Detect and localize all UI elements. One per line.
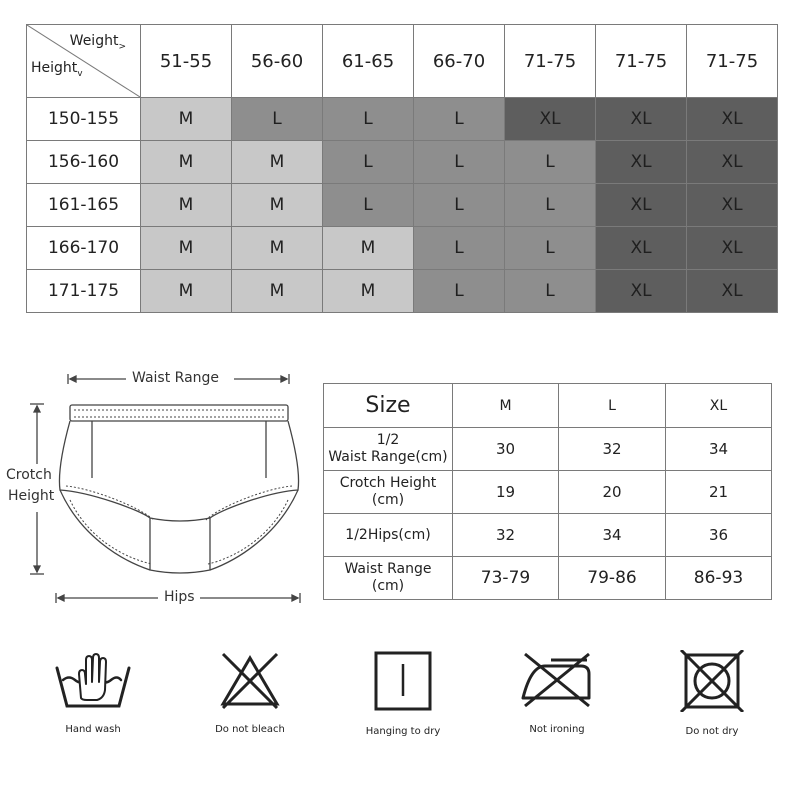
row-label-line: (cm)	[371, 492, 405, 508]
crotch-label-line2: Height	[8, 488, 55, 504]
size-header-cell: M	[453, 384, 559, 428]
size-cell-label: M	[178, 195, 194, 215]
height-axis-label: Height	[31, 60, 78, 77]
size-cell	[687, 270, 778, 313]
size-cell-label: L	[454, 238, 464, 258]
size-cell	[232, 270, 323, 313]
size-cell-label: L	[454, 152, 464, 172]
measurement-value: 21	[666, 471, 772, 514]
height-range-cell: 150-155	[27, 98, 141, 141]
briefs-diagram	[0, 360, 320, 620]
size-cell	[505, 227, 596, 270]
do-not-tumble-dry-icon	[677, 650, 747, 712]
size-cell-label: M	[178, 281, 194, 301]
size-cell	[232, 184, 323, 227]
measurement-row	[324, 471, 772, 514]
size-cell	[141, 98, 232, 141]
measurement-row-label	[324, 428, 453, 471]
hips-label: Hips	[164, 589, 195, 605]
hand-wash-icon	[53, 650, 133, 710]
row-label-line: Waist Range	[344, 561, 432, 577]
size-cell	[414, 227, 505, 270]
size-cell-label: XL	[630, 281, 652, 301]
measurement-value: 34	[666, 428, 772, 471]
size-cell	[414, 98, 505, 141]
size-cell-label: M	[269, 281, 285, 301]
size-cell-label: L	[454, 195, 464, 215]
crotch-label-line1: Crotch	[6, 467, 52, 483]
size-header-cell: L	[559, 384, 666, 428]
measurement-row	[324, 514, 772, 557]
weight-range-header: 61-65	[323, 25, 414, 98]
size-cell	[141, 270, 232, 313]
size-cell	[687, 227, 778, 270]
size-cell-label: L	[363, 109, 373, 129]
row-label-line: (cm)	[371, 578, 405, 594]
size-cell	[232, 98, 323, 141]
size-cell-label: M	[269, 238, 285, 258]
size-cell	[232, 141, 323, 184]
size-cell	[596, 227, 687, 270]
size-cell-label: XL	[721, 109, 743, 129]
weight-range-header: 71-75	[596, 25, 687, 98]
measurement-value: 86-93	[666, 557, 772, 600]
size-cell	[414, 184, 505, 227]
size-cell-label: M	[360, 238, 376, 258]
size-cell-label: XL	[721, 238, 743, 258]
size-cell-label: L	[363, 195, 373, 215]
care-caption: Hanging to dry	[365, 726, 441, 737]
size-cell	[687, 141, 778, 184]
care-item-do-not-iron	[497, 650, 617, 735]
size-cell-label: M	[360, 281, 376, 301]
weight-range-header: 71-75	[687, 25, 778, 98]
size-chart-body	[27, 98, 778, 313]
size-cell-label: L	[545, 152, 555, 172]
measurement-value: 32	[559, 428, 666, 471]
care-item-hand-wash	[33, 650, 153, 735]
size-cell-label: M	[178, 109, 194, 129]
size-cell	[323, 98, 414, 141]
size-chart-row	[27, 270, 778, 313]
size-cell	[323, 184, 414, 227]
size-cell	[687, 184, 778, 227]
size-cell-label: L	[454, 281, 464, 301]
measurement-value: 32	[453, 514, 559, 557]
measurement-value: 34	[559, 514, 666, 557]
size-cell-label: M	[178, 152, 194, 172]
measurement-row-label	[324, 557, 453, 600]
size-cell	[414, 141, 505, 184]
weight-range-header: 56-60	[232, 25, 323, 98]
care-caption: Do not bleach	[215, 724, 285, 735]
size-chart-row	[27, 141, 778, 184]
size-cell	[141, 227, 232, 270]
row-label-line: 1/2	[376, 432, 400, 448]
size-cell-label: XL	[721, 152, 743, 172]
do-not-bleach-icon	[215, 650, 285, 710]
measurement-value: 36	[666, 514, 772, 557]
size-cell-label: L	[454, 109, 464, 129]
size-cell	[141, 141, 232, 184]
row-label-line: Waist Range(cm)	[328, 449, 448, 465]
measurement-row	[324, 428, 772, 471]
size-cell-label: XL	[721, 281, 743, 301]
size-cell	[596, 270, 687, 313]
size-cell-label: XL	[721, 195, 743, 215]
do-not-iron-icon	[517, 650, 597, 710]
size-cell-label: L	[545, 238, 555, 258]
size-cell-label: XL	[630, 238, 652, 258]
weight-range-header: 51-55	[141, 25, 232, 98]
size-chart-table	[26, 24, 778, 313]
size-cell	[596, 184, 687, 227]
size-cell	[505, 184, 596, 227]
size-cell-label: L	[272, 109, 282, 129]
row-label-line: Crotch Height	[339, 475, 437, 491]
size-chart-row	[27, 98, 778, 141]
size-cell-label: XL	[630, 109, 652, 129]
height-range-cell: 171-175	[27, 270, 141, 313]
size-cell-label: L	[545, 281, 555, 301]
weight-range-header: 66-70	[414, 25, 505, 98]
measurement-value: 30	[453, 428, 559, 471]
size-cell	[505, 98, 596, 141]
measurement-value: 79-86	[559, 557, 666, 600]
size-cell	[323, 227, 414, 270]
measurement-row	[324, 557, 772, 600]
size-cell-label: L	[363, 152, 373, 172]
measurement-header-row	[324, 384, 772, 428]
size-header-label: Size	[324, 384, 453, 428]
size-cell	[414, 270, 505, 313]
size-cell-label: M	[269, 152, 285, 172]
care-caption: Hand wash	[65, 724, 121, 735]
height-range-cell: 156-160	[27, 141, 141, 184]
measurement-value: 19	[453, 471, 559, 514]
size-chart-row	[27, 184, 778, 227]
size-cell	[505, 141, 596, 184]
measurement-row-label	[324, 471, 453, 514]
size-cell-label: XL	[630, 152, 652, 172]
size-cell-label: M	[178, 238, 194, 258]
size-header-cell: XL	[666, 384, 772, 428]
waist-range-label: Waist Range	[132, 370, 220, 386]
care-caption: Not ironing	[529, 724, 585, 735]
care-item-do-not-dry	[652, 650, 772, 737]
size-cell-label: XL	[630, 195, 652, 215]
size-chart-corner: Weight$_>$ Height$_v$	[27, 25, 141, 98]
measurement-value: 20	[559, 471, 666, 514]
measurement-value: 73-79	[453, 557, 559, 600]
size-cell	[687, 98, 778, 141]
size-cell	[141, 184, 232, 227]
size-chart-row	[27, 227, 778, 270]
size-cell-label: XL	[539, 109, 561, 129]
weight-axis-label: Weight	[69, 33, 119, 49]
care-caption: Do not dry	[685, 726, 739, 737]
size-cell	[505, 270, 596, 313]
hang-dry-icon	[368, 650, 438, 712]
weight-range-header: 71-75	[505, 25, 596, 98]
size-cell	[232, 227, 323, 270]
size-cell	[323, 270, 414, 313]
care-item-do-not-bleach	[190, 650, 310, 735]
size-cell-label: M	[269, 195, 285, 215]
size-cell	[323, 141, 414, 184]
size-cell	[596, 98, 687, 141]
height-range-cell: 166-170	[27, 227, 141, 270]
size-chart-header-row	[27, 25, 778, 98]
measurement-row-label: 1/2Hips(cm)	[324, 514, 453, 557]
measurement-table	[323, 383, 772, 600]
size-cell-label: L	[545, 195, 555, 215]
height-range-cell: 161-165	[27, 184, 141, 227]
care-item-hang-dry	[343, 650, 463, 737]
size-cell	[596, 141, 687, 184]
